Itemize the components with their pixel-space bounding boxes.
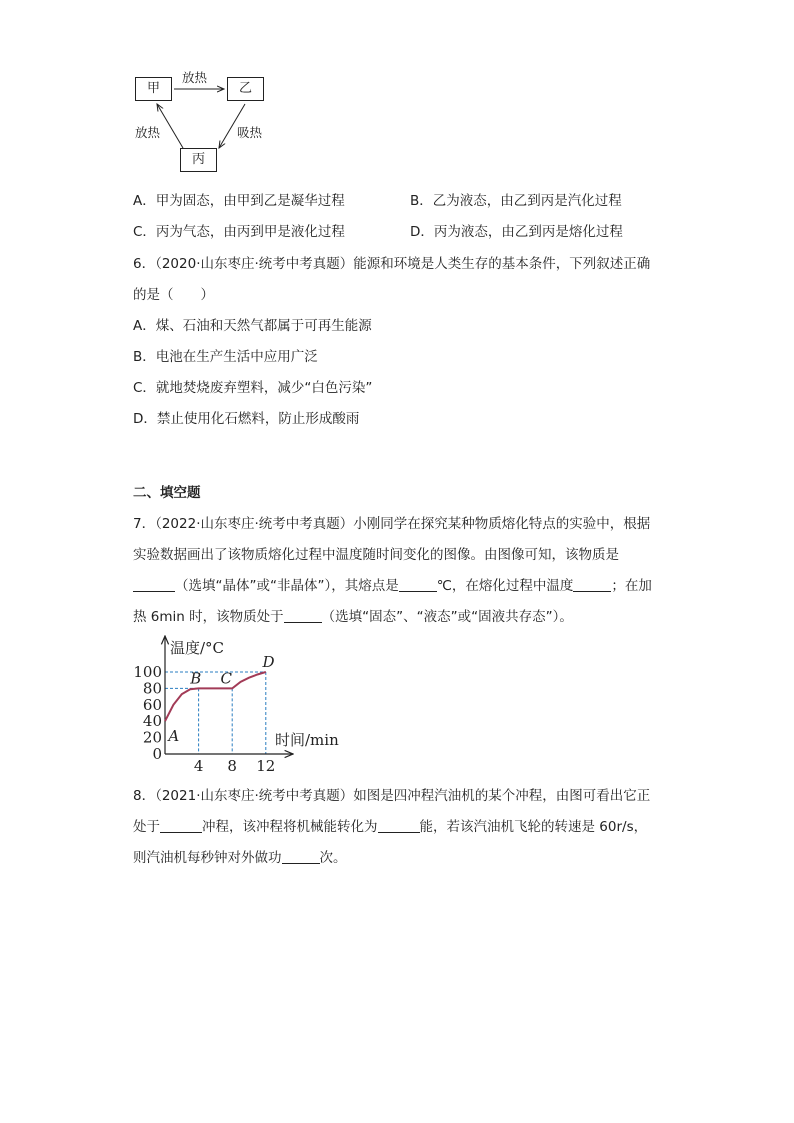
diagram-arrows <box>0 0 300 190</box>
y-tick-label: 80 <box>142 679 162 698</box>
box-bing: 丙 <box>180 148 217 172</box>
q8-stem-line1: 8．（2021·山东枣庄·统考中考真题）如图是四冲程汽油机的某个冲程，由图可看出它正 <box>133 788 651 804</box>
x-tick-label: 4 <box>193 757 204 775</box>
point-label-c: C <box>220 669 232 688</box>
y-tick-label: 40 <box>142 712 162 731</box>
x-tick-label: 12 <box>256 757 276 775</box>
q6-option-a: A．煤、石油和天然气都属于可再生能源 <box>133 318 372 334</box>
label-right: 吸热 <box>237 125 263 140</box>
label-left: 放热 <box>135 125 161 140</box>
q8-stem-line3 <box>133 849 347 867</box>
section-title: 二、填空题 <box>133 485 201 501</box>
q7-text: （选填“固态”、“液态”或“固液共存态”）。 <box>321 609 573 625</box>
answer-blank[interactable] <box>282 849 320 864</box>
q8-text: 冲程，该冲程将机械能转化为 <box>202 819 378 835</box>
q6-option-d: D．禁止使用化石燃料，防止形成酸雨 <box>133 411 360 427</box>
y-tick-label: 100 <box>133 663 162 681</box>
answer-blank[interactable] <box>133 577 175 592</box>
q5-option-c: C．丙为气态，由丙到甲是液化过程 <box>133 224 345 240</box>
q6-stem-line1: 6．（2020·山东枣庄·统考中考真题）能源和环境是人类生存的基本条件，下列叙述正确 <box>133 256 651 272</box>
y-axis-label: 温度/°C <box>170 639 225 657</box>
temperature-time-chart <box>130 630 370 775</box>
box-jia: 甲 <box>135 77 172 101</box>
q7-stem-line2: 实验数据画出了该物质熔化过程中温度随时间变化的图像。由图像可知，该物质是 <box>133 547 619 563</box>
q6-option-c: C．就地焚烧废弃塑料，减少“白色污染” <box>133 380 373 396</box>
answer-blank[interactable] <box>378 818 420 833</box>
q7-text: （选填“晶体”或“非晶体”），其熔点是 <box>175 578 399 594</box>
answer-blank[interactable] <box>399 577 437 592</box>
q6-stem-line2: 的是（ ） <box>133 287 214 303</box>
temperature-curve <box>165 672 266 721</box>
q5-option-d: D．丙为液态，由乙到丙是熔化过程 <box>410 224 623 240</box>
q6-option-b: B．电池在生产生活中应用广泛 <box>133 349 318 365</box>
box-yi: 乙 <box>227 77 264 101</box>
y-tick-label: 20 <box>142 728 162 747</box>
y-tick-label: 60 <box>142 695 162 714</box>
q5-option-a: A．甲为固态，由甲到乙是凝华过程 <box>133 193 345 209</box>
q7-text: ；在加 <box>611 578 652 594</box>
q7-text: ℃，在熔化过程中温度 <box>436 578 574 594</box>
point-label-b: B <box>190 669 202 688</box>
point-label-d: D <box>262 653 275 671</box>
x-tick-label: 8 <box>227 757 237 775</box>
y-tick-label: 0 <box>152 745 162 763</box>
answer-blank[interactable] <box>284 608 322 623</box>
q7-text: 热 6min 时，该物质处于 <box>133 609 284 625</box>
q5-option-b: B．乙为液态，由乙到丙是汽化过程 <box>410 193 622 209</box>
point-label-a: A <box>168 727 180 746</box>
x-axis-label: 时间/min <box>275 731 339 749</box>
q7-stem-line1: 7．（2022·山东枣庄·统考中考真题）小刚同学在探究某种物质熔化特点的实验中，根据 <box>133 516 651 532</box>
label-top: 放热 <box>182 70 208 85</box>
q8-text: 次。 <box>319 850 347 866</box>
answer-blank[interactable] <box>160 818 202 833</box>
q8-text: 处于 <box>133 819 160 835</box>
q8-text: 则汽油机每秒钟对外做功 <box>133 850 282 866</box>
q7-stem-line4 <box>133 608 573 626</box>
q7-stem-line3 <box>133 577 652 595</box>
answer-blank[interactable] <box>573 577 611 592</box>
q8-stem-line2 <box>133 818 647 836</box>
q8-text: 能，若该汽油机飞轮的转速是 60r/s， <box>419 819 648 835</box>
